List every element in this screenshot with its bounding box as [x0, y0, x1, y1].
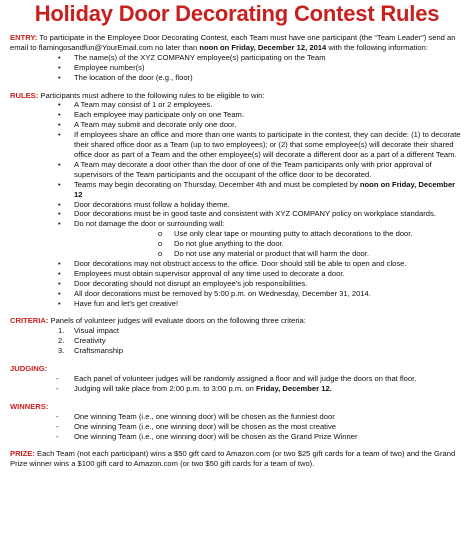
- list-item: [10, 219, 464, 259]
- list-item-text: Each panel of volunteer judges will be randomly assigned a floor and will judge the doors on that floor.: [74, 374, 417, 383]
- bullet-icon: •: [58, 52, 61, 62]
- criteria-section: [10, 316, 464, 356]
- sub-list: [74, 229, 464, 259]
- list-item-text: Door decorations must be in good taste and consistent with XYZ COMPANY policy on workplace standards.: [74, 209, 436, 219]
- list-item-text: Judging will take place from 2:00 p.m. to 3:00 p.m. on: [74, 383, 256, 393]
- list-item-text: A Team may submit and decorate only one door.: [74, 120, 237, 130]
- page-title: Holiday Door Decorating Contest Rules: [34, 1, 440, 26]
- list-number: 3.: [58, 346, 65, 356]
- bullet-icon: •: [58, 100, 61, 110]
- list-item: [10, 299, 464, 309]
- bullet-icon: •: [58, 288, 61, 298]
- bullet-icon: •: [58, 179, 61, 189]
- list-item-text: The name(s) of the XYZ COMPANY employee(s) participating on the Team: [74, 52, 326, 62]
- list-item: [10, 209, 464, 219]
- bullet-icon: •: [58, 120, 61, 130]
- list-item: [10, 160, 464, 180]
- criteria-item: [10, 326, 464, 336]
- winners-section: [10, 402, 464, 442]
- list-item-text: A Team may consist of 1 or 2 employees.: [74, 100, 213, 110]
- dash-icon: -: [56, 421, 59, 431]
- prize-text: Each Team (not each participant) wins a $50 gift card to Amazon.com (or two $25 gift cards for a team of two) and the Grand Prize winner wins a $100 gift card to Amazon.com (or two $50 gift cards for a team of two).: [10, 449, 456, 469]
- dash-icon: -: [56, 411, 59, 421]
- list-item: [10, 289, 464, 299]
- list-number: 1.: [58, 326, 65, 336]
- entry-text: To participate in the Employee Door Decorating Contest, each Team must have one participant (the “Team Leader”) send an email to flamingosandfun@YourEmail.com no later than: [10, 33, 456, 52]
- sub-list-item-text: Do not glue anything to the door.: [174, 239, 284, 249]
- entry-heading: ENTRY:: [10, 33, 38, 42]
- criteria-intro-text: Panels of volunteer judges will evaluate doors on the following three criteria:: [48, 316, 306, 326]
- list-item-text: Door decorations may not obstruct access to the office. Door should still be able to open and close.: [74, 258, 407, 268]
- judging-section: [10, 364, 464, 394]
- list-item: [10, 110, 464, 120]
- list-item-text: All door decorations must be removed by 5:00 p.m. on Wednesday, December 31, 2014.: [74, 288, 371, 298]
- bullet-icon: •: [58, 199, 61, 209]
- decorating-deadline: noon on Friday, December 12: [74, 179, 456, 199]
- sub-list-item-text: Use only clear tape or mounting putty to attach decorations to the door.: [174, 229, 413, 239]
- sub-bullet-icon: o: [158, 229, 163, 239]
- list-item-text: One winning Team (i.e., one winning door) will be chosen as the funniest door: [74, 411, 335, 421]
- winners-heading: WINNERS:: [10, 401, 49, 411]
- prize-heading: PRIZE:: [10, 449, 35, 459]
- criteria-intro: [10, 316, 464, 326]
- criteria-list: [10, 326, 464, 356]
- list-item-text: If employees share an office and more than one wants to participate in the contest, they can decide: (1) to decorate their shared office door as a Team (up to two employees); or (2) that some employee(s) will decorate their shared office door as part of a Team and the other employee(s) will decorate a different door as a part of a different Team.: [74, 130, 461, 159]
- list-item-text: Employee number(s): [74, 62, 145, 72]
- entry-section: [10, 33, 464, 83]
- criteria-heading: CRITERIA:: [10, 316, 49, 326]
- list-item: [10, 384, 464, 394]
- list-item: [10, 259, 464, 269]
- sub-bullet-icon: o: [158, 239, 163, 249]
- bullet-icon: •: [58, 278, 61, 288]
- list-item-text: Do not damage the door or surrounding wall:: [74, 219, 225, 229]
- dash-icon: -: [56, 383, 59, 393]
- criteria-item-text: Creativity: [74, 336, 106, 346]
- entry-list: [10, 53, 464, 83]
- criteria-item-text: Craftsmanship: [74, 346, 123, 356]
- judging-list: [10, 374, 464, 394]
- list-item: [10, 130, 464, 160]
- list-number: 2.: [58, 336, 65, 346]
- list-item: [10, 120, 464, 130]
- prize-paragraph: [10, 449, 464, 469]
- bullet-icon: •: [58, 209, 61, 219]
- criteria-item: [10, 346, 464, 356]
- prize-section: [10, 449, 464, 469]
- judging-date: Friday, December 12.: [255, 383, 332, 393]
- bullet-icon: •: [58, 258, 61, 268]
- list-item-text: The location of the door (e.g., floor): [74, 72, 193, 82]
- bullet-icon: •: [58, 110, 61, 120]
- winners-heading-line: [10, 402, 464, 412]
- criteria-item: [10, 336, 464, 346]
- list-item: [10, 180, 464, 200]
- list-item-text: A Team may decorate a door other than the door of one of the Team participants only with prior approval of supervisors of the Team participants and the occupant of the office door to be decorated.: [74, 159, 432, 179]
- list-item: [10, 422, 464, 432]
- list-item-text: Each employee may participate only on one Team.: [74, 110, 244, 120]
- sub-list-item: [74, 229, 464, 239]
- entry-deadline: noon on Friday, December 12, 2014: [199, 42, 327, 52]
- entry-text-end: with the following information:: [326, 42, 428, 52]
- dash-icon: -: [56, 431, 59, 441]
- list-item: [10, 100, 464, 110]
- judging-heading-line: [10, 364, 464, 374]
- sub-bullet-icon: o: [158, 249, 163, 259]
- list-item-text: Teams may begin decorating on Thursday, December 4th and must be completed by: [74, 179, 360, 189]
- winners-list: [10, 412, 464, 442]
- bullet-icon: •: [58, 159, 61, 169]
- rules-heading: RULES:: [10, 90, 39, 100]
- entry-paragraph: [10, 33, 464, 53]
- list-item: [10, 73, 464, 83]
- list-item: [10, 200, 464, 210]
- rules-list: [10, 100, 464, 308]
- list-item: [10, 374, 464, 384]
- list-item-text: Have fun and let’s get creative!: [74, 298, 179, 308]
- list-item: [10, 53, 464, 63]
- rules-section: [10, 91, 464, 309]
- list-item: [10, 279, 464, 289]
- bullet-icon: •: [58, 268, 61, 278]
- sub-list-item: [74, 239, 464, 249]
- list-item-text: Employees must obtain supervisor approval of any time used to decorate a door.: [74, 268, 345, 278]
- sub-list-item: [74, 249, 464, 259]
- list-item-text: One winning Team (i.e., one winning door) will be chosen as the most creative: [74, 421, 336, 431]
- bullet-icon: •: [58, 130, 61, 140]
- bullet-icon: •: [58, 298, 61, 308]
- list-item-text: Door decorating should not disrupt an employee’s job responsibilities.: [74, 278, 308, 288]
- dash-icon: -: [56, 374, 59, 383]
- list-item-text: Door decorations must follow a holiday theme.: [74, 199, 230, 209]
- sub-list-item-text: Do not use any material or product that will harm the door.: [174, 249, 370, 259]
- list-item-text: One winning Team (i.e., one winning door) will be chosen as the Grand Prize Winner: [74, 431, 358, 441]
- list-item: [10, 269, 464, 279]
- criteria-item-text: Visual impact: [74, 326, 120, 336]
- rules-intro-text: Participants must adhere to the following rules to be eligible to win:: [38, 90, 265, 100]
- judging-heading: JUDGING:: [10, 364, 48, 374]
- bullet-icon: •: [58, 219, 61, 229]
- list-item: [10, 432, 464, 442]
- list-item: [10, 412, 464, 422]
- list-item: [10, 63, 464, 73]
- bullet-icon: •: [58, 72, 61, 82]
- rules-intro: [10, 91, 464, 101]
- bullet-icon: •: [58, 62, 61, 72]
